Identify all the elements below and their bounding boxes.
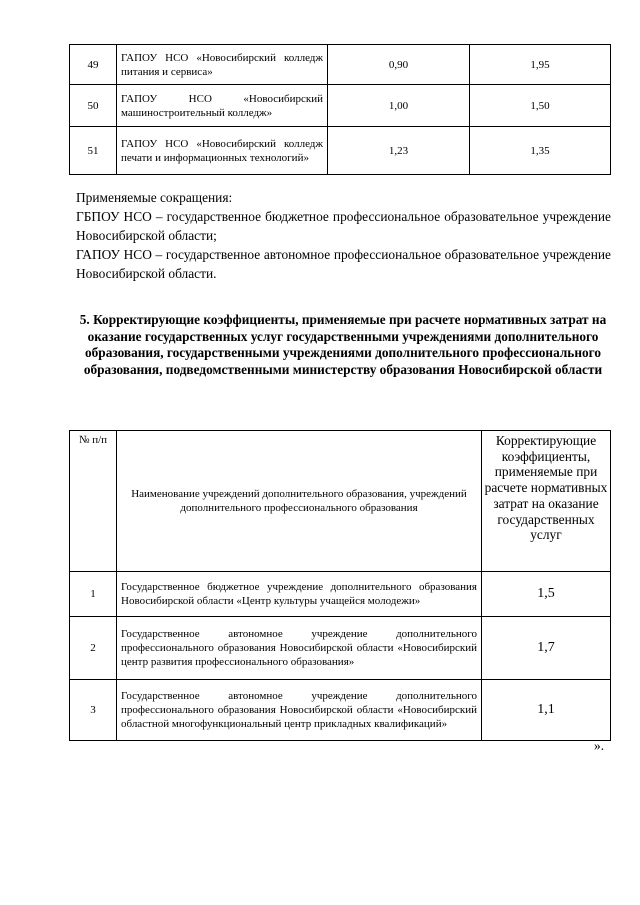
- table-row: [70, 680, 611, 741]
- abbreviation-gapou: ГАПОУ НСО – государственное автономное профессиональное образовательное учреждение Новосибирской области.: [76, 247, 611, 281]
- row-number: 49: [70, 45, 117, 85]
- institution-name: ГАПОУ НСО «Новосибирский колледж печати и информационных технологий»: [117, 127, 328, 175]
- institution-name: ГАПОУ НСО «Новосибирский машиностроительный колледж»: [117, 85, 328, 127]
- table-row: [70, 572, 611, 617]
- table-row: [70, 45, 611, 85]
- coefficient-value: 1,95: [470, 45, 611, 85]
- header-number: № п/п: [70, 431, 117, 572]
- coefficient-value: 1,00: [328, 85, 470, 127]
- header-institution-name: Наименование учреждений дополнительного образования, учреждений дополнительного профессионального образования: [117, 431, 482, 572]
- institution-name: Государственное бюджетное учреждение дополнительного образования Новосибирской области «Центр культуры учащейся молодежи»: [117, 572, 482, 617]
- row-number: 51: [70, 127, 117, 175]
- table-row: [70, 85, 611, 127]
- coefficient-value: 1,5: [482, 572, 611, 617]
- abbreviations-block: [76, 188, 611, 283]
- table-header-row: [70, 431, 611, 572]
- coefficient-value: 0,90: [328, 45, 470, 85]
- abbreviations-title: Применяемые сокращения:: [76, 190, 233, 205]
- coefficient-value: 1,7: [482, 617, 611, 680]
- correction-coefficients-table: [69, 430, 611, 741]
- coefficient-value: 1,50: [470, 85, 611, 127]
- coefficient-value: 1,35: [470, 127, 611, 175]
- coefficient-value: 1,1: [482, 680, 611, 741]
- section-heading: 5. Корректирующие коэффициенты, применяемые при расчете нормативных затрат на оказание государственных услуг государственными учреждениями дополнительного образования, государственными учреждениями дополнительного профессионального образования, подведомственными министерству образования Новосибирской области: [79, 312, 607, 377]
- institution-name: Государственное автономное учреждение дополнительного профессионального образования Новосибирской области «Новосибирский центр развития профессионального образования»: [117, 617, 482, 680]
- closing-quote: ».: [594, 738, 605, 753]
- header-coefficient: Корректирующие коэффициенты, применяемые при расчете нормативных затрат на оказание государственных услуг: [482, 431, 611, 572]
- coefficient-value: 1,23: [328, 127, 470, 175]
- coefficients-table-continued: [69, 44, 611, 175]
- row-number: 1: [70, 572, 117, 617]
- table-row: [70, 127, 611, 175]
- row-number: 2: [70, 617, 117, 680]
- row-number: 50: [70, 85, 117, 127]
- row-number: 3: [70, 680, 117, 741]
- abbreviation-gbpou: ГБПОУ НСО – государственное бюджетное профессиональное образовательное учреждение Новосибирской области;: [76, 209, 611, 243]
- institution-name: Государственное автономное учреждение дополнительного профессионального образования Новосибирской области «Новосибирский областной многофункциональный центр прикладных квалификаций»: [117, 680, 482, 741]
- table-row: [70, 617, 611, 680]
- institution-name: ГАПОУ НСО «Новосибирский колледж питания и сервиса»: [117, 45, 328, 85]
